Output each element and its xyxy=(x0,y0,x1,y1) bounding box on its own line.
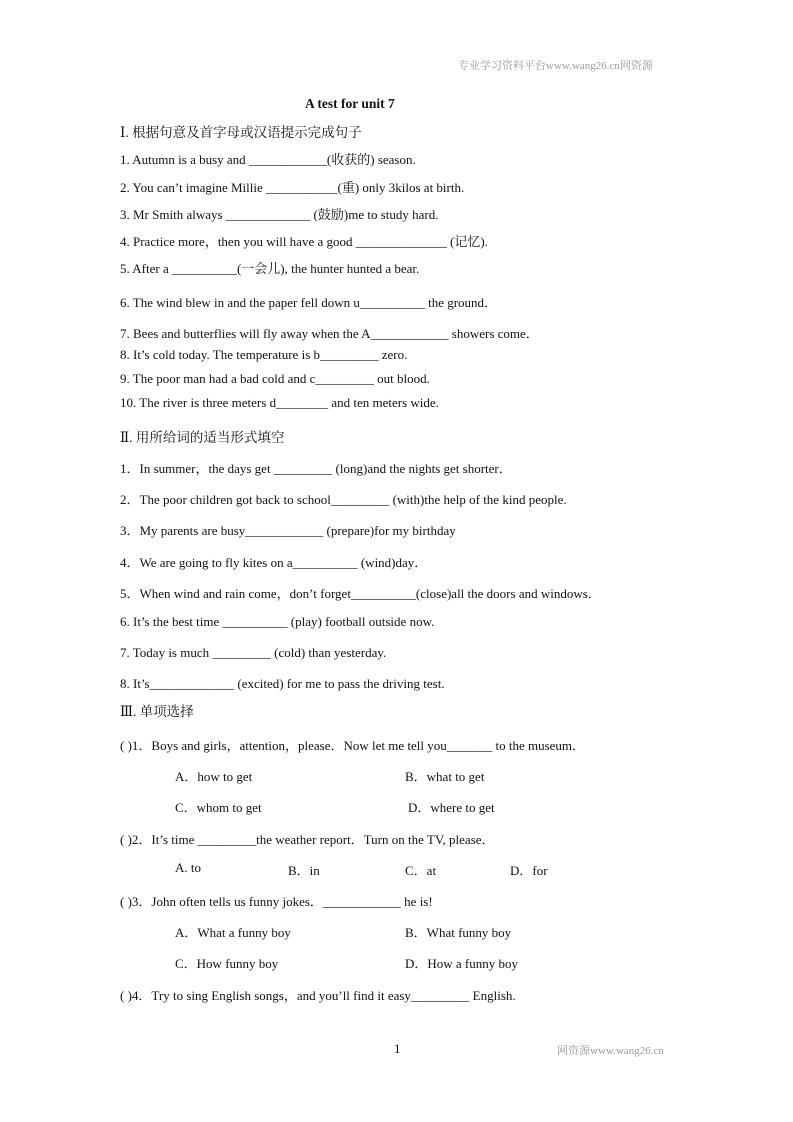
mc-option: C．whom to get xyxy=(175,800,262,815)
question-line: 10. The river is three meters d________ and ten meters wide. xyxy=(120,395,439,410)
page-header: 专业学习资料平台www.wang26.cn网资源 xyxy=(458,60,653,72)
question-line: 2．The poor children got back to school_________ (with)the help of the kind people. xyxy=(120,492,567,507)
question-line: 4. Practice more，then you will have a good ______________ (记忆). xyxy=(120,234,488,249)
mc-option: C．How funny boy xyxy=(175,956,279,971)
page-number: 1 xyxy=(394,1041,401,1056)
mc-option: C．at xyxy=(405,863,437,878)
mc-option: D．for xyxy=(510,863,548,878)
mc-question-stem: ( )3．John often tells us funny jokes．____________ he is! xyxy=(120,894,433,909)
question-line: 8. It’s_____________ (excited) for me to pass the driving test. xyxy=(120,676,445,691)
mc-option: D．where to get xyxy=(408,800,495,815)
mc-question-stem: ( )2．It’s time _________the weather report．Turn on the TV, please． xyxy=(120,832,495,847)
question-line: 3．My parents are busy____________ (prepare)for my birthday xyxy=(120,523,456,538)
mc-option: A．how to get xyxy=(175,769,253,784)
mc-option: B．What funny boy xyxy=(405,925,512,940)
question-line: 5. After a __________(一会儿), the hunter hunted a bear. xyxy=(120,261,420,276)
question-line: 9. The poor man had a bad cold and c_________ out blood. xyxy=(120,371,430,386)
question-line: 3. Mr Smith always _____________ (鼓励)me to study hard. xyxy=(120,207,439,222)
mc-option: A. to xyxy=(175,860,201,875)
mc-question-stem: ( )4．Try to sing English songs，and you’ll find it easy_________ English. xyxy=(120,988,516,1003)
mc-option: D．How a funny boy xyxy=(405,956,519,971)
question-line: 5．When wind and rain come，don’t forget__________(close)all the doors and windows． xyxy=(120,586,601,601)
mc-question-stem: ( )1．Boys and girls，attention，please．Now let me tell you_______ to the museum． xyxy=(120,738,586,753)
page-title: A test for unit 7 xyxy=(305,96,395,111)
question-line: 1．In summer，the days get _________ (long)and the nights get shorter． xyxy=(120,461,512,476)
question-line: 7. Bees and butterflies will fly away when the A____________ showers come． xyxy=(120,326,539,341)
question-line: 7. Today is much _________ (cold) than yesterday. xyxy=(120,645,387,660)
question-line: 8. It’s cold today. The temperature is b_________ zero. xyxy=(120,347,408,362)
section-heading-3: Ⅲ. 单项选择 xyxy=(120,704,194,719)
question-line: 6. It’s the best time __________ (play) football outside now. xyxy=(120,614,435,629)
mc-option: B．in xyxy=(288,863,320,878)
section-heading-1: Ⅰ. 根据句意及首字母或汉语提示完成句子 xyxy=(120,125,362,140)
question-line: 4．We are going to fly kites on a__________ (wind)day． xyxy=(120,555,428,570)
question-line: 1. Autumn is a busy and ____________(收获的) season. xyxy=(120,152,416,167)
mc-option: A．What a funny boy xyxy=(175,925,291,940)
question-line: 2. You can’t imagine Millie ___________(重) only 3kilos at birth. xyxy=(120,180,465,195)
question-line: 6. The wind blew in and the paper fell down u__________ the ground． xyxy=(120,295,498,310)
section-heading-2: Ⅱ. 用所给词的适当形式填空 xyxy=(120,430,285,445)
page-footer-site: 网资源www.wang26.cn xyxy=(557,1045,664,1057)
mc-option: B．what to get xyxy=(405,769,485,784)
